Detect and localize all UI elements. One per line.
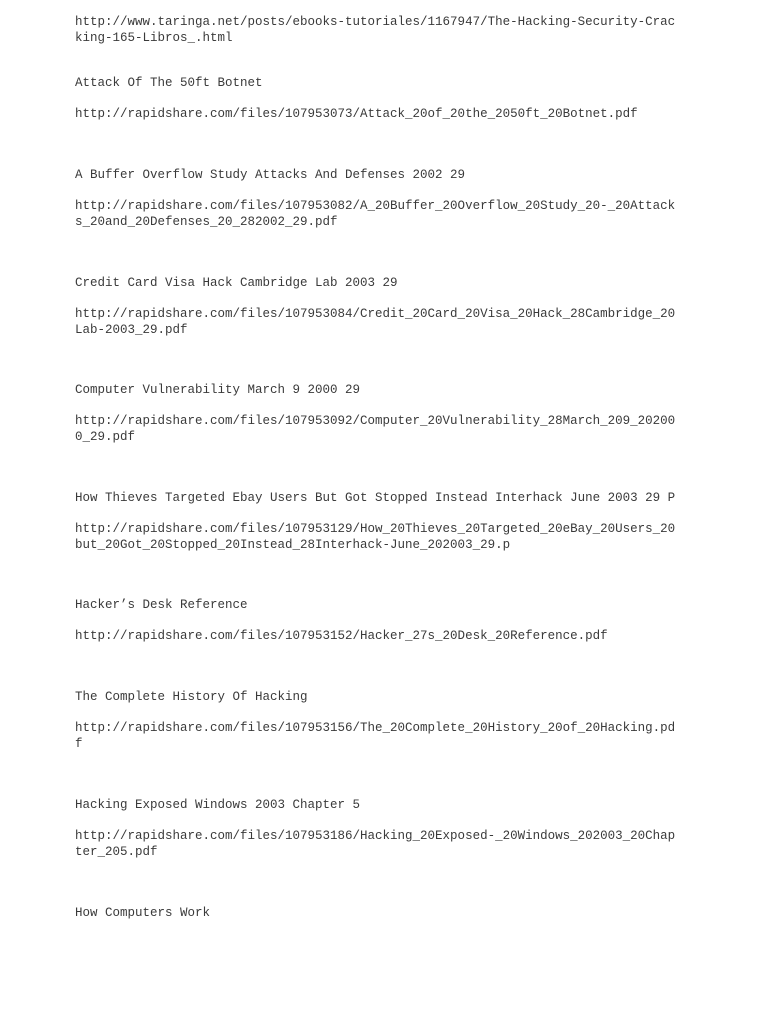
entry-title: Attack Of The 50ft Botnet (75, 76, 263, 90)
entry-title: Computer Vulnerability March 9 2000 29 (75, 383, 361, 397)
entry-url: http://rapidshare.com/files/107953092/Computer_20Vulnerability_28March_209_20200 (75, 414, 676, 428)
source-url-line-1: http://www.taringa.net/posts/ebooks-tutoriales/1167947/The-Hacking-Security-Crac (75, 15, 676, 29)
entry-url: http://rapidshare.com/files/107953156/The_20Complete_20History_20of_20Hacking.pd (75, 721, 676, 735)
entry-url: f (75, 737, 83, 751)
entry-url: s_20and_20Defenses_20_282002_29.pdf (75, 215, 338, 229)
entry-url: but_20Got_20Stopped_20Instead_28Interhack-June_202003_29.p (75, 538, 511, 552)
entry-title: A Buffer Overflow Study Attacks And Defenses 2002 29 (75, 168, 466, 182)
entry-url: http://rapidshare.com/files/107953152/Hacker_27s_20Desk_20Reference.pdf (75, 629, 608, 643)
entry-title: How Computers Work (75, 906, 211, 920)
entry-url: http://rapidshare.com/files/107953129/How_20Thieves_20Targeted_20eBay_20Users_20 (75, 522, 676, 536)
entry-title: The Complete History Of Hacking (75, 690, 308, 704)
entry-title: Hacker’s Desk Reference (75, 598, 248, 612)
source-url-line-2: king-165-Libros_.html (75, 31, 233, 45)
entry-url: http://rapidshare.com/files/107953186/Hacking_20Exposed-_20Windows_202003_20Chap (75, 829, 676, 843)
entry-url: http://rapidshare.com/files/107953073/Attack_20of_20the_2050ft_20Botnet.pdf (75, 107, 638, 121)
entry-url: ter_205.pdf (75, 845, 158, 859)
entry-title: How Thieves Targeted Ebay Users But Got Stopped Instead Interhack June 2003 29 P (75, 491, 676, 505)
entry-url: Lab-2003_29.pdf (75, 323, 188, 337)
entry-title: Credit Card Visa Hack Cambridge Lab 2003 29 (75, 276, 398, 290)
entry-title: Hacking Exposed Windows 2003 Chapter 5 (75, 798, 361, 812)
entry-url: http://rapidshare.com/files/107953082/A_20Buffer_20Overflow_20Study_20-_20Attack (75, 199, 676, 213)
entry-url: http://rapidshare.com/files/107953084/Credit_20Card_20Visa_20Hack_28Cambridge_20 (75, 307, 676, 321)
entry-url: 0_29.pdf (75, 430, 136, 444)
